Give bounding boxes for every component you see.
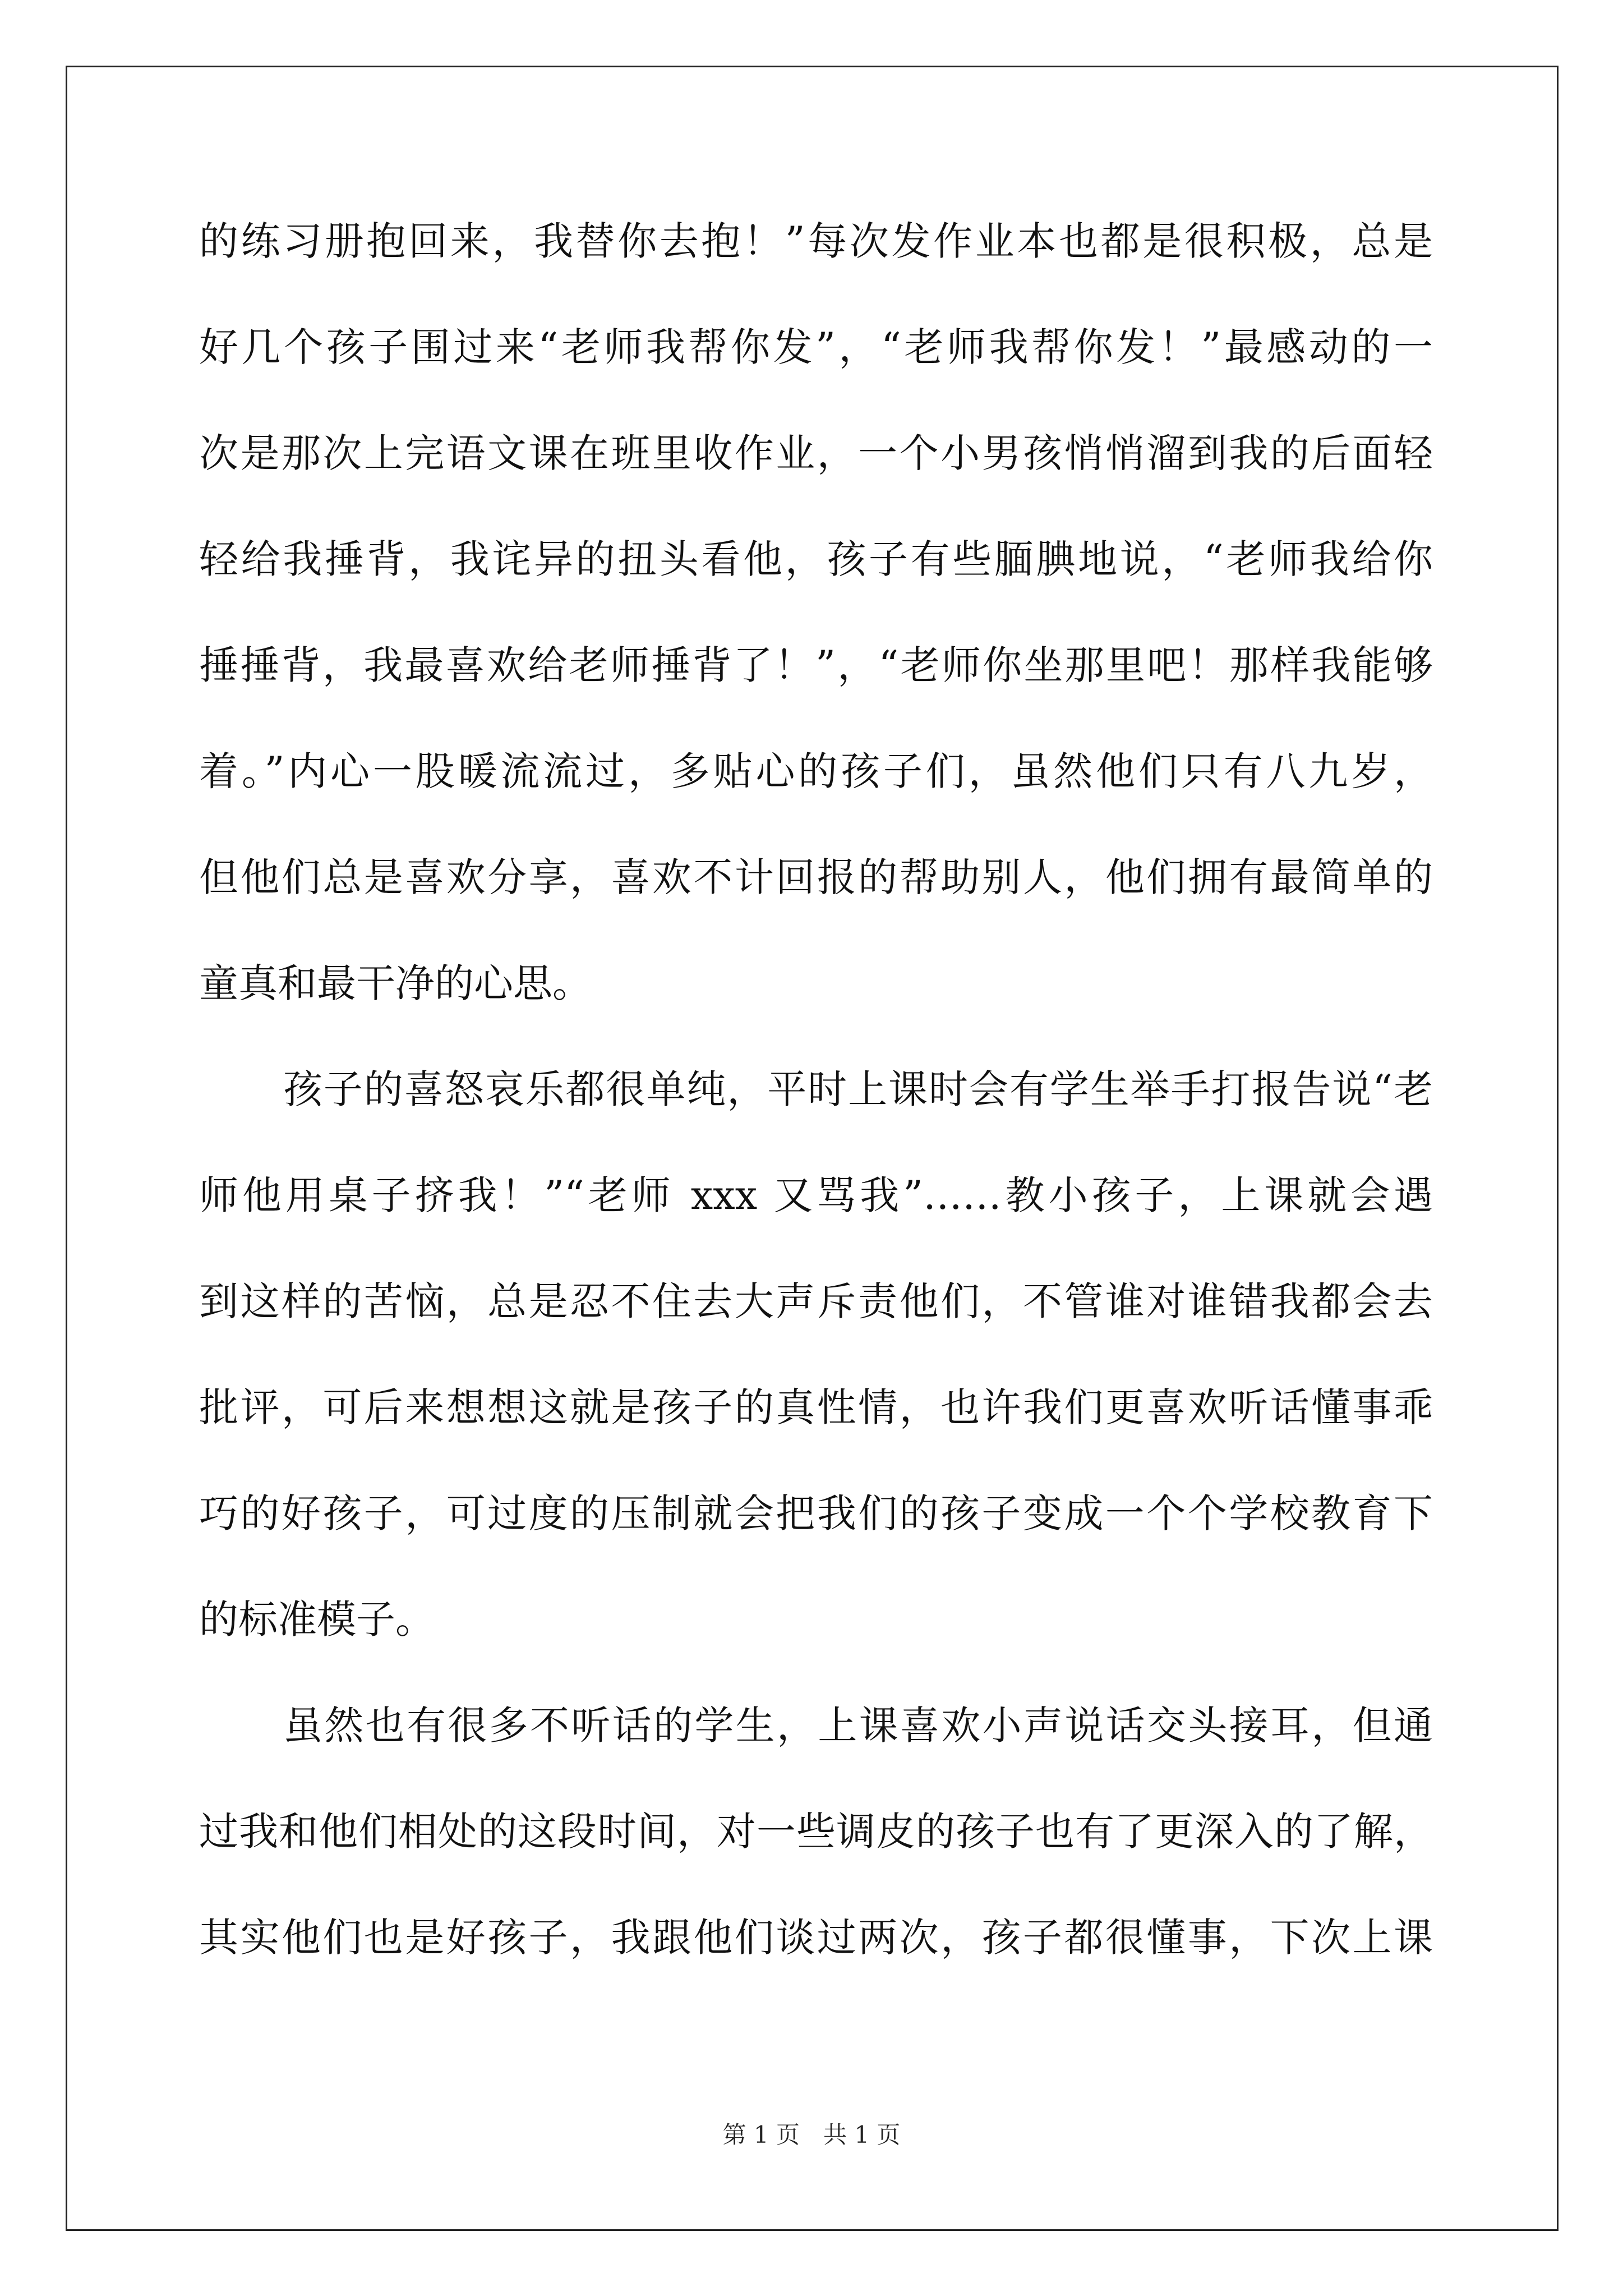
- text-line: 的标准模子。: [199, 1596, 435, 1642]
- text-line: 着。”内心一股暖流流过，多贴心的孩子们，虽然他们只有八九岁，: [199, 748, 1433, 794]
- text-line: 童真和最干净的心思。: [199, 960, 592, 1006]
- text-line: 批评，可后来想想这就是孩子的真性情，也许我们更喜欢听话懂事乖: [199, 1384, 1433, 1430]
- text-line: 师他用桌子挤我！”“老师 xxx 又骂我”……教小孩子，上课就会遇: [199, 1172, 1433, 1218]
- text-line: 孩子的喜怒哀乐都很单纯，平时上课时会有学生举手打报告说“老: [283, 1066, 1433, 1112]
- text-line: 但他们总是喜欢分享，喜欢不计回报的帮助别人，他们拥有最简单的: [199, 854, 1433, 900]
- text-line: 的练习册抱回来，我替你去抱！”每次发作业本也都是很积极，总是: [199, 218, 1433, 264]
- paragraph-1: [199, 216, 1433, 1064]
- text-line: 其实他们也是好孩子，我跟他们谈过两次，孩子都很懂事，下次上课: [199, 1915, 1433, 1961]
- text-line: 过我和他们相处的这段时间，对一些调皮的孩子也有了更深入的了解，: [199, 1809, 1433, 1855]
- text-line: 虽然也有很多不听话的学生，上课喜欢小声说话交头接耳，但通: [283, 1703, 1433, 1749]
- text-line: 轻给我捶背，我诧异的扭头看他，孩子有些腼腆地说，“老师我给你: [199, 536, 1433, 582]
- text-line: 好几个孩子围过来“老师我帮你发”，“老师我帮你发！”最感动的一: [199, 324, 1433, 370]
- text-line: 到这样的苦恼，总是忍不住去大声斥责他们，不管谁对谁错我都会去: [199, 1278, 1433, 1324]
- paragraph-2: [199, 1064, 1433, 1700]
- text-line: 次是那次上完语文课在班里收作业，一个小男孩悄悄溜到我的后面轻: [199, 430, 1433, 476]
- page-footer: 第 1 页 共 1 页: [722, 2121, 901, 2148]
- document-body: [199, 216, 1433, 2018]
- text-line: 巧的好孩子，可过度的压制就会把我们的孩子变成一个个学校教育下: [199, 1490, 1433, 1536]
- paragraph-3: [199, 1700, 1433, 2018]
- text-line: 捶捶背，我最喜欢给老师捶背了！”，“老师你坐那里吧！那样我能够: [199, 642, 1433, 688]
